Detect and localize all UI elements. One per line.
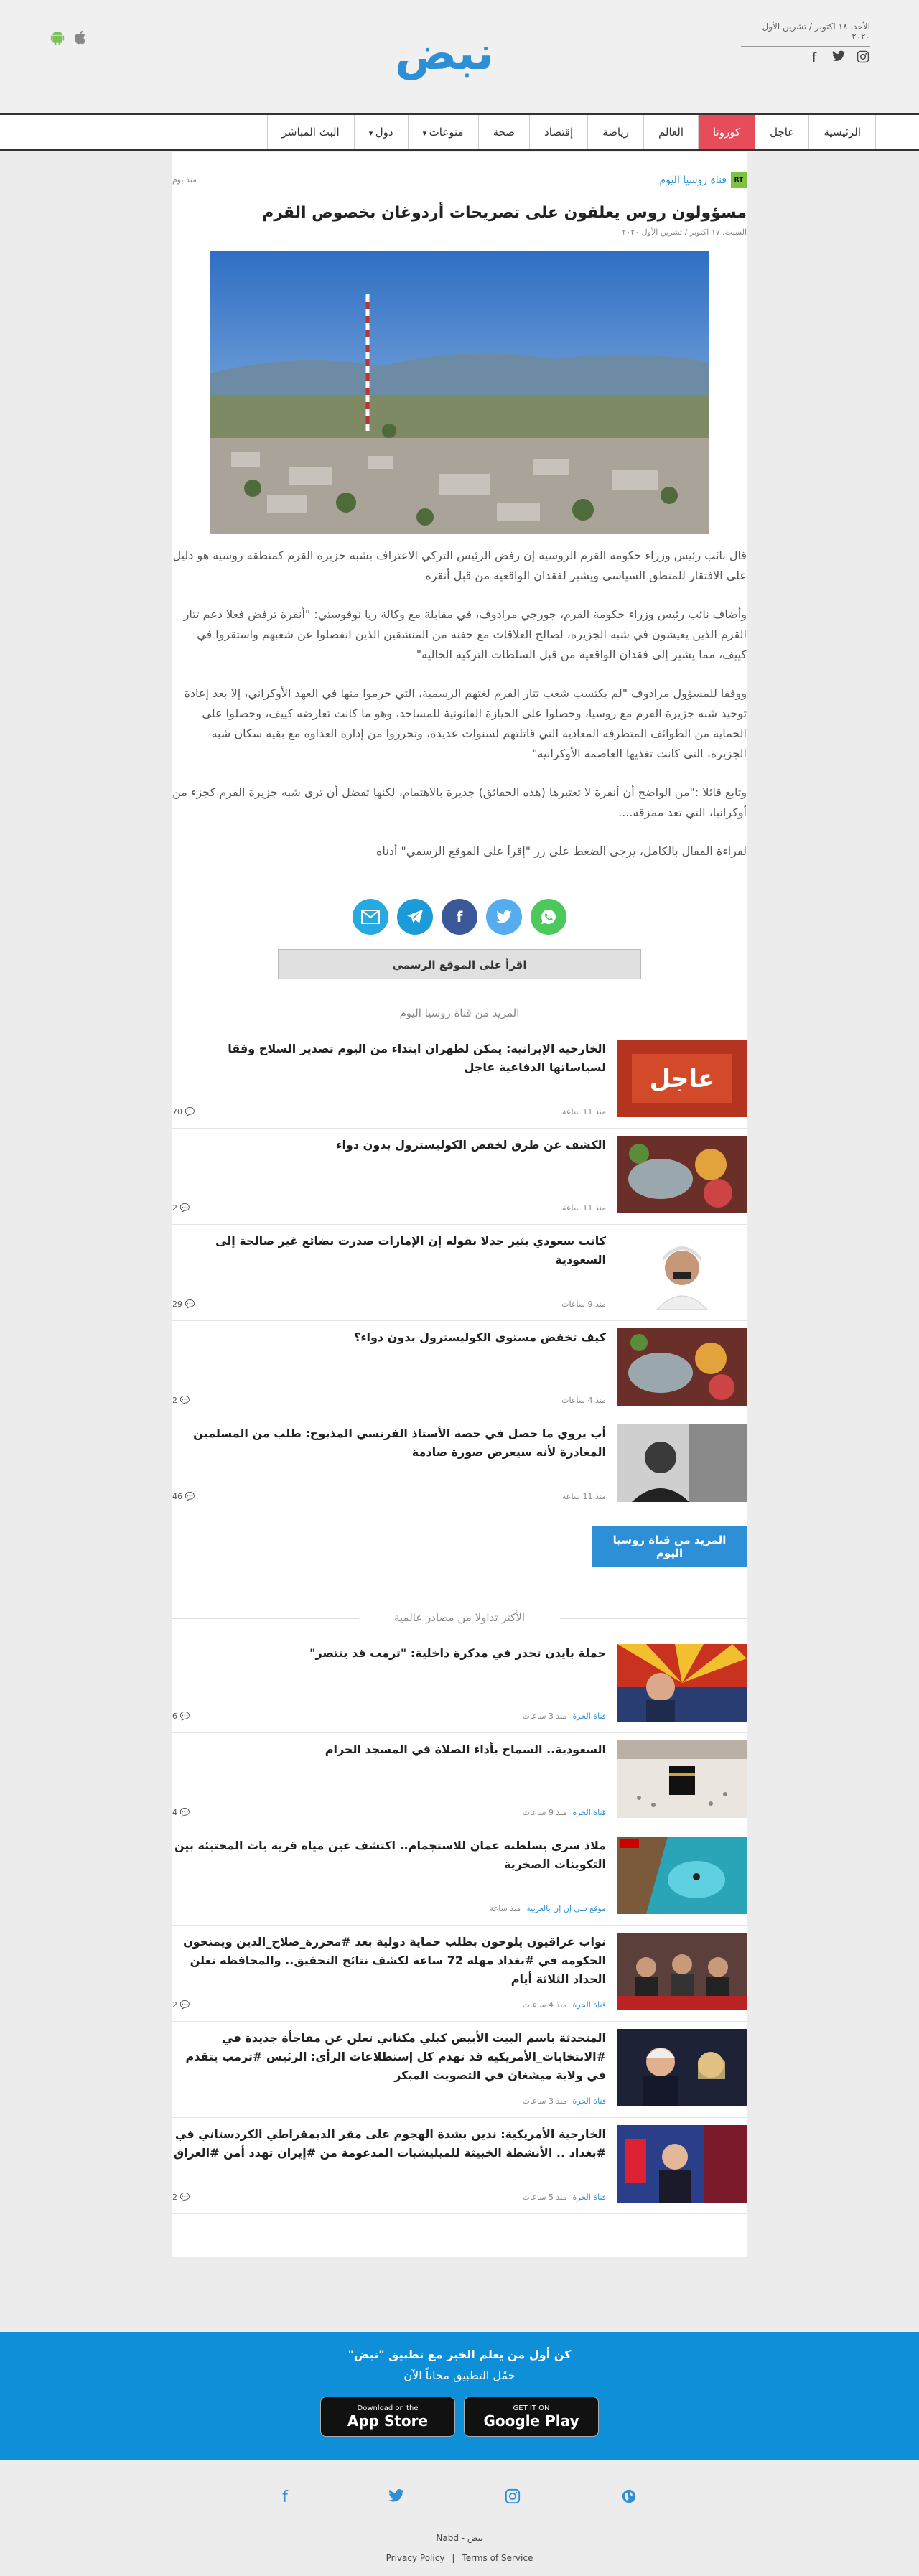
list-item[interactable] bbox=[172, 1225, 747, 1321]
top-header bbox=[0, 0, 919, 115]
news-title[interactable]: نواب عراقيون يلوحون بطلب حماية دولية بعد #مجزرة_صلاح_الدين ويمنحون الحكومة في #بغداد مهلة 72 ساعة لكشف نتائج التحقيق.. والمحافظة تعلن الحداد الثلاثة أيام bbox=[183, 1935, 606, 1986]
instagram-footer-icon[interactable] bbox=[505, 2488, 521, 2509]
article-paragraph: وأضاف نائب رئيس وزراء حكومة القرم، جورجي مرادوف، في مقابلة مع وكالة ريا نوفوستي: "أنقرة ترفض فعلا دعم تتار القرم الذين يعيشون في شبه الجزيرة، لصالح العلاقات مع حفنة من المنشقين الذين انفصلوا عن شعبهم واستقروا في كييف، مما يشير إلى فقدان الواقعية من قبل السلطات التركية الحالية" bbox=[183, 607, 747, 661]
facebook-icon[interactable]: f bbox=[811, 50, 817, 65]
news-thumbnail[interactable] bbox=[617, 1136, 747, 1213]
email-icon[interactable] bbox=[353, 899, 388, 935]
comments-count[interactable]: 💬 4 bbox=[172, 1808, 190, 1817]
main-nav bbox=[0, 113, 919, 151]
nav-sports[interactable]: رياضة bbox=[587, 115, 643, 149]
twitter-icon[interactable] bbox=[831, 50, 846, 67]
news-thumbnail[interactable] bbox=[617, 1740, 747, 1818]
list-item[interactable] bbox=[172, 1032, 747, 1129]
store-badges bbox=[0, 2397, 919, 2437]
app-links bbox=[50, 30, 86, 50]
news-source[interactable]: قناة الحرة bbox=[572, 2096, 606, 2106]
globe-icon[interactable] bbox=[621, 2488, 637, 2509]
nav-corona[interactable]: كورونا bbox=[698, 115, 755, 149]
news-thumbnail[interactable] bbox=[617, 1933, 747, 2010]
news-meta: موقع سي إن إن بالعربيةمنذ ساعة bbox=[489, 1904, 606, 1913]
comment-icon: 💬 bbox=[179, 1396, 190, 1405]
facebook-footer-icon[interactable]: f bbox=[282, 2488, 288, 2506]
comment-icon: 💬 bbox=[185, 1492, 195, 1501]
news-source[interactable]: قناة الحرة bbox=[572, 2193, 606, 2202]
news-thumbnail[interactable] bbox=[617, 1040, 747, 1117]
article-paragraph: وتابع قائلا :"من الواضح أن أنقرة لا تعتبرها (هذه الحقائق) جديرة بالاهتمام، لكنها تفضل أن ترى شبه جزيرة القرم كجزء من أوكرانيا، التي تعد ممزقة.... bbox=[172, 785, 747, 819]
svg-text:عاجل: عاجل bbox=[649, 1065, 715, 1093]
news-source[interactable]: قناة الحرة bbox=[572, 1808, 606, 1817]
news-source[interactable]: موقع سي إن إن بالعربية bbox=[526, 1904, 606, 1913]
nav-economy[interactable]: إقتصاد bbox=[529, 115, 587, 149]
news-title[interactable]: ملاذ سري بسلطنة عمان للاستجمام.. اكتشف عين مياه قرية بات المختبئة بين التكوينات الصخرية bbox=[174, 1839, 606, 1871]
comments-count[interactable]: 💬 70 bbox=[172, 1107, 195, 1116]
news-thumbnail[interactable] bbox=[617, 1644, 747, 1722]
news-time: منذ 11 ساعة bbox=[561, 1492, 606, 1501]
news-source[interactable]: قناة الحرة bbox=[572, 1712, 606, 1721]
news-thumbnail[interactable] bbox=[617, 2125, 747, 2203]
current-date: الأحد، ١٨ اكتوبر / تشرين الأول ٢٠٢٠ bbox=[741, 22, 870, 47]
read-on-official-site-button[interactable]: اقرأ على الموقع الرسمي bbox=[278, 949, 641, 979]
footer-icons bbox=[0, 2488, 919, 2509]
article-paragraph: قال نائب رئيس وزراء حكومة القرم الروسية إن رفض الرئيس التركي الاعتراف بشبه جزيرة القرم كمنطقة روسية هو دليل على الافتقار للمنطق السياسي ويشير لفقدان الواقعية من قبل أنقرة bbox=[172, 549, 747, 582]
more-from-source-button[interactable]: المزيد من قناة روسيا اليوم bbox=[592, 1526, 747, 1567]
comment-icon: 💬 bbox=[185, 1299, 195, 1309]
app-banner-line1: كن أول من يعلم الخبر مع تطبيق "نبض" bbox=[347, 2348, 572, 2361]
nav-misc[interactable]: منوعات ▾ bbox=[408, 115, 478, 149]
news-title[interactable]: السعودية.. السماح بأداء الصلاة في المسجد الحرام bbox=[325, 1742, 606, 1756]
trending-list bbox=[172, 1637, 747, 2214]
news-title[interactable]: أب يروي ما حصل في حصة الأستاذ الفرنسي المذبوح: طلب من المسلمين المغادرة لأنه سيعرض صورة صادمة bbox=[193, 1427, 606, 1459]
article-age: منذ يوم bbox=[172, 175, 197, 185]
share-buttons bbox=[172, 899, 747, 935]
comment-icon: 💬 bbox=[179, 1808, 190, 1817]
footer bbox=[0, 2460, 919, 2576]
android-icon[interactable] bbox=[50, 30, 65, 50]
comment-icon: 💬 bbox=[179, 2000, 190, 2010]
article-source-name[interactable]: قناة روسيا اليوم bbox=[659, 174, 727, 186]
footer-links: Privacy Policy | Terms of Service bbox=[0, 2553, 919, 2563]
telegram-icon[interactable] bbox=[397, 899, 433, 935]
news-title[interactable]: حملة بايدن تحذر في مذكرة داخلية: "ترمب قد ينتصر" bbox=[309, 1646, 606, 1660]
news-title[interactable]: الخارجية الأمريكية: ندين بشدة الهجوم على مقر الديمقراطي الكردستاني في #بغداد .. الأنشطة الخبيثة للميليشيات المدعومة من #إيران تهدد أمن #العراق bbox=[173, 2127, 606, 2160]
comment-icon: 💬 bbox=[179, 1712, 190, 1721]
news-meta: قناة الحرةمنذ 3 ساعات bbox=[522, 1712, 606, 1721]
list-item[interactable] bbox=[172, 1733, 747, 1829]
news-title[interactable]: الكشف عن طرق لخفض الكوليسترول بدون دواء bbox=[336, 1138, 606, 1152]
facebook-share-icon[interactable]: f bbox=[442, 899, 477, 935]
nav-health[interactable]: صحة bbox=[478, 115, 529, 149]
nav-world[interactable]: العالم bbox=[643, 115, 698, 149]
news-meta: قناة الحرةمنذ 9 ساعات bbox=[522, 1808, 606, 1817]
nav-countries[interactable]: دول ▾ bbox=[354, 115, 408, 149]
header-social bbox=[807, 50, 870, 67]
terms-link[interactable]: Terms of Service bbox=[462, 2553, 533, 2563]
article-source-row bbox=[172, 152, 747, 195]
article-source[interactable] bbox=[660, 172, 747, 188]
news-time: منذ 11 ساعة bbox=[561, 1107, 606, 1116]
news-meta: قناة الحرةمنذ 5 ساعات bbox=[522, 2193, 606, 2202]
news-thumbnail[interactable] bbox=[617, 2029, 747, 2106]
news-time: منذ 4 ساعات bbox=[561, 1396, 606, 1405]
google-play-button[interactable]: GET IT ON Google Play bbox=[464, 2397, 599, 2437]
comments-count[interactable]: 💬 2 bbox=[172, 2000, 190, 2010]
app-download-banner bbox=[0, 2332, 919, 2460]
rt-logo: RT bbox=[731, 172, 747, 188]
article-title: مسؤولون روس يعلقون على تصريحات أردوغان بخصوص القرم bbox=[262, 204, 747, 222]
news-title[interactable]: المتحدثة باسم البيت الأبيض كيلي مكناني تعلن عن مفاجأة جديدة في #الانتخابات_الأمريكية قد تهدم كل إستطلاعات الرأي: الرئيس #ترمب يتقدم في ولاية ميشغان في التصويت المبكر bbox=[185, 2031, 606, 2082]
comments-count[interactable]: 💬 29 bbox=[172, 1299, 195, 1309]
app-banner-line2: حمّل التطبيق مجاناً الآن bbox=[403, 2369, 516, 2382]
whatsapp-icon[interactable] bbox=[531, 899, 566, 935]
apple-icon[interactable] bbox=[73, 30, 86, 50]
news-thumbnail[interactable] bbox=[617, 1837, 747, 1914]
news-title[interactable]: الخارجية الإيرانية: يمكن لطهران ابتداء من اليوم تصدير السلاح وفقا لسياساتها الدفاعية عاجل bbox=[228, 1042, 606, 1074]
news-thumbnail[interactable] bbox=[617, 1328, 747, 1406]
twitter-share-icon[interactable] bbox=[486, 899, 522, 935]
news-title[interactable]: كاتب سعودي يثير جدلا بقوله إن الإمارات صدرت بضائع غير صالحة إلى السعودية bbox=[215, 1234, 606, 1266]
trending-section-title: الأكثر تداولا من مصادر عالمية bbox=[172, 1611, 747, 1624]
news-meta: قناة الحرةمنذ 3 ساعات bbox=[522, 2096, 606, 2106]
article-hero-image bbox=[210, 251, 709, 534]
more-list bbox=[172, 1032, 747, 1513]
nav-breaking[interactable]: عاجل bbox=[755, 115, 808, 149]
comments-count[interactable]: 💬 2 bbox=[172, 1203, 190, 1213]
main-content bbox=[172, 152, 747, 2257]
instagram-icon[interactable] bbox=[856, 50, 870, 67]
article-paragraph: لقراءة المقال بالكامل، يرجى الضغط على زر "إقرأ على الموقع الرسمي" أدناه bbox=[376, 844, 747, 858]
list-item[interactable] bbox=[172, 1829, 747, 1926]
comment-icon: 💬 bbox=[179, 2193, 190, 2202]
comments-count[interactable]: 💬 2 bbox=[172, 1396, 190, 1405]
site-logo[interactable]: نبض bbox=[395, 27, 494, 80]
comments-count[interactable]: 💬 6 bbox=[172, 1712, 190, 1721]
news-source[interactable]: قناة الحرة bbox=[572, 2000, 606, 2010]
comments-count[interactable]: 💬 46 bbox=[172, 1492, 195, 1501]
list-item[interactable] bbox=[172, 1129, 747, 1225]
comments-count[interactable]: 💬 2 bbox=[172, 2193, 190, 2202]
comment-icon: 💬 bbox=[185, 1107, 195, 1116]
nav-live[interactable]: البث المباشر bbox=[267, 115, 354, 149]
news-time: منذ 9 ساعات bbox=[561, 1299, 606, 1309]
comment-icon: 💬 bbox=[179, 1203, 190, 1213]
more-section-title: المزيد من قناة روسيا اليوم bbox=[172, 1007, 747, 1019]
news-title[interactable]: كيف تخفض مستوى الكوليسترول بدون دواء؟ bbox=[354, 1330, 606, 1344]
list-item[interactable] bbox=[172, 1637, 747, 1733]
news-time: منذ 11 ساعة bbox=[561, 1203, 606, 1213]
news-meta: قناة الحرةمنذ 4 ساعات bbox=[522, 2000, 606, 2010]
news-thumbnail[interactable] bbox=[617, 1232, 747, 1310]
news-thumbnail[interactable] bbox=[617, 1424, 747, 1502]
twitter-footer-icon[interactable] bbox=[388, 2488, 404, 2509]
article-body bbox=[172, 534, 747, 892]
list-item[interactable] bbox=[172, 1926, 747, 2022]
app-store-button[interactable]: Download on the App Store bbox=[320, 2397, 455, 2437]
list-item[interactable] bbox=[172, 1417, 747, 1513]
list-item[interactable] bbox=[172, 2118, 747, 2214]
nav-home[interactable]: الرئيسية bbox=[808, 115, 876, 149]
article-date: السبت، ١٧ اكتوبر / تشرين الأول ٢٠٢٠ bbox=[622, 228, 747, 237]
list-item[interactable] bbox=[172, 1321, 747, 1417]
footer-brand: نبض - Nabd bbox=[436, 2533, 483, 2543]
privacy-link[interactable]: Privacy Policy bbox=[386, 2553, 445, 2563]
article-paragraph: ووفقا للمسؤول مرادوف "لم يكتسب شعب تتار القرم لغتهم الرسمية، التي حرموا منها في العهد الأوكراني، إلا بعد إعادة توحيد شبه جزيرة القرم مع روسيا، وحصلوا على الحيازة القانونية للمساجد، وهو ما كانت تعارضه كييف، وحصلوا على الحماية من الطوائف المتطرفة المعادية التي قاتلتهم لسنوات عديدة، وتحرروا من إدارة العداوة مع بقية سكان شبه الجزيرة، التي كانت تغذيها العاصمة الأوكرانية" bbox=[184, 686, 747, 760]
list-item[interactable] bbox=[172, 2022, 747, 2118]
